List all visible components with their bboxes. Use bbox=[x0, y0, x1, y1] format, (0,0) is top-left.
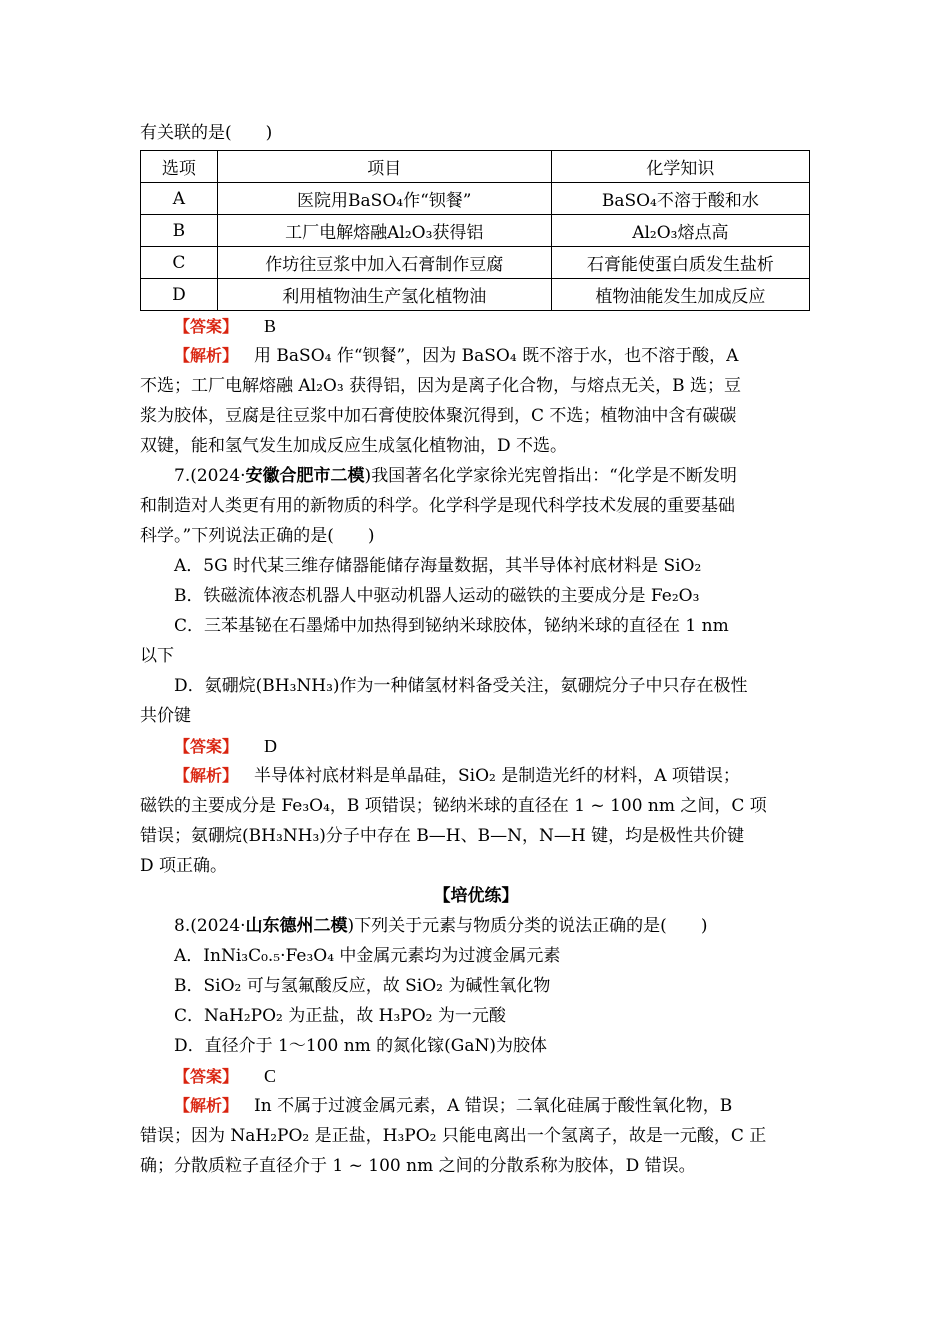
q6-analysis-line: 浆为胶体，豆腐是往豆浆中加石膏使胶体聚沉得到，C 不选；植物油中含有碳碳 bbox=[140, 406, 737, 426]
q7-option-d: D．氨硼烷(BH₃NH₃)作为一种储氢材料备受关注，氨硼烷分子中只存在极性 bbox=[174, 676, 748, 696]
q6-analysis-line bbox=[140, 341, 812, 371]
q8-stem-line bbox=[140, 911, 812, 941]
analysis-text: 用 BaSO₄ 作“钡餐”，因为 BaSO₄ 既不溶于水，也不溶于酸，A bbox=[254, 346, 739, 366]
question-source-place: 安徽合肥市二模 bbox=[245, 466, 365, 486]
table-cell-option: A bbox=[141, 183, 218, 215]
table-cell-item: 工厂电解熔融Al₂O₃获得铝 bbox=[217, 215, 551, 247]
answer-label: 【答案】 bbox=[174, 737, 239, 756]
section-title: 【培优练】 bbox=[433, 886, 519, 906]
table-cell-knowledge: 植物油能发生加成反应 bbox=[551, 279, 809, 311]
analysis-text: In 不属于过渡金属元素，A 错误；二氧化硅属于酸性氧化物，B bbox=[254, 1096, 733, 1116]
q6-analysis-line: 双键，能和氢气发生加成反应生成氢化植物油，D 不选。 bbox=[140, 436, 568, 456]
table-cell-knowledge: BaSO₄不溶于酸和水 bbox=[551, 183, 809, 215]
answer-value: D bbox=[264, 736, 278, 756]
question-source-place: 山东德州二模 bbox=[245, 916, 348, 936]
q7-analysis-line: 磁铁的主要成分是 Fe₃O₄，B 项错误；铋纳米球的直径在 1 ~ 100 nm 之间，C 项 bbox=[140, 796, 767, 816]
answer-value: C bbox=[264, 1066, 277, 1086]
q7-option-a: A．5G 时代某三维存储器能储存海量数据，其半导体衬底材料是 SiO₂ bbox=[174, 556, 702, 576]
q8-analysis-line: 错误；因为 NaH₂PO₂ 是正盐，H₃PO₂ 只能电离出一个氢离子，故是一元酸，C 正 bbox=[140, 1126, 767, 1146]
analysis-label: 【解析】 bbox=[174, 346, 239, 365]
q7-stem-line bbox=[140, 461, 812, 491]
q8-option-a: A．InNi₃C₀.₅·Fe₃O₄ 中金属元素均为过渡金属元素 bbox=[174, 946, 561, 966]
question-stem: 我国著名化学家徐光宪曾指出：“化学是不断发明 bbox=[371, 466, 737, 486]
answer-label: 【答案】 bbox=[174, 317, 239, 336]
table-row bbox=[141, 247, 810, 279]
question-number: 8. bbox=[174, 916, 191, 936]
table-cell-item: 医院用BaSO₄作“钡餐” bbox=[217, 183, 551, 215]
q7-option-c: C．三苯基铋在石墨烯中加热得到铋纳米球胶体，铋纳米球的直径在 1 nm bbox=[174, 616, 729, 636]
table-cell-knowledge: 石膏能使蛋白质发生盐析 bbox=[551, 247, 809, 279]
question-stem: 下列关于元素与物质分类的说法正确的是( ) bbox=[354, 916, 708, 936]
table-header-row bbox=[141, 151, 810, 183]
q6-table bbox=[140, 150, 810, 311]
table-row bbox=[141, 215, 810, 247]
q8-analysis-line bbox=[140, 1091, 812, 1121]
q6-answer bbox=[140, 311, 812, 341]
table-cell-option: B bbox=[141, 215, 218, 247]
question-source-prefix: (2024· bbox=[190, 466, 246, 486]
q7-analysis-line: D 项正确。 bbox=[140, 856, 228, 876]
q7-analysis-line bbox=[140, 761, 812, 791]
q7-stem-line: 科学。”下列说法正确的是( ) bbox=[140, 526, 375, 546]
q7-answer bbox=[140, 731, 812, 761]
q6-analysis-line: 不选；工厂电解熔融 Al₂O₃ 获得铝，因为是离子化合物，与熔点无关，B 选；豆 bbox=[140, 376, 741, 396]
q8-answer bbox=[140, 1061, 812, 1091]
question-source-suffix: ) bbox=[364, 466, 372, 486]
q7-stem-line: 和制造对人类更有用的新物质的科学。化学科学是现代科学技术发展的重要基础 bbox=[140, 496, 735, 516]
answer-value: B bbox=[264, 316, 277, 336]
analysis-label: 【解析】 bbox=[174, 766, 239, 785]
q7-option-d-cont: 共价键 bbox=[140, 706, 191, 726]
question-source-suffix: ) bbox=[347, 916, 355, 936]
q6-stem-tail: 有关联的是( ) bbox=[140, 123, 273, 143]
question-source-prefix: (2024· bbox=[190, 916, 246, 936]
q8-analysis-line: 确；分散质粒子直径介于 1 ~ 100 nm 之间的分散系称为胶体，D 错误。 bbox=[140, 1156, 696, 1176]
table-cell-item: 作坊往豆浆中加入石膏制作豆腐 bbox=[217, 247, 551, 279]
analysis-text: 半导体衬底材料是单晶硅，SiO₂ 是制造光纤的材料，A 项错误； bbox=[254, 766, 740, 786]
analysis-label: 【解析】 bbox=[174, 1096, 239, 1115]
table-header-cell: 项目 bbox=[217, 151, 551, 183]
table-header-cell: 选项 bbox=[141, 151, 218, 183]
q8-option-b: B．SiO₂ 可与氢氟酸反应，故 SiO₂ 为碱性氧化物 bbox=[174, 976, 551, 996]
q7-option-b: B．铁磁流体液态机器人中驱动机器人运动的磁铁的主要成分是 Fe₂O₃ bbox=[174, 586, 700, 606]
table-cell-item: 利用植物油生产氢化植物油 bbox=[217, 279, 551, 311]
table-cell-option: C bbox=[141, 247, 218, 279]
q8-option-c: C．NaH₂PO₂ 为正盐，故 H₃PO₂ 为一元酸 bbox=[174, 1006, 506, 1026]
answer-label: 【答案】 bbox=[174, 1067, 239, 1086]
table-row bbox=[141, 279, 810, 311]
table-cell-knowledge: Al₂O₃熔点高 bbox=[551, 215, 809, 247]
document-page bbox=[140, 118, 812, 1181]
table-header-cell: 化学知识 bbox=[551, 151, 809, 183]
table-row bbox=[141, 183, 810, 215]
q8-option-d: D．直径介于 1～100 nm 的氮化镓(GaN)为胶体 bbox=[174, 1036, 548, 1056]
q7-option-c-cont: 以下 bbox=[140, 646, 174, 666]
table-cell-option: D bbox=[141, 279, 218, 311]
question-number: 7. bbox=[174, 466, 191, 486]
q7-analysis-line: 错误；氨硼烷(BH₃NH₃)分子中存在 B—H、B—N，N—H 键，均是极性共价键 bbox=[140, 826, 745, 846]
